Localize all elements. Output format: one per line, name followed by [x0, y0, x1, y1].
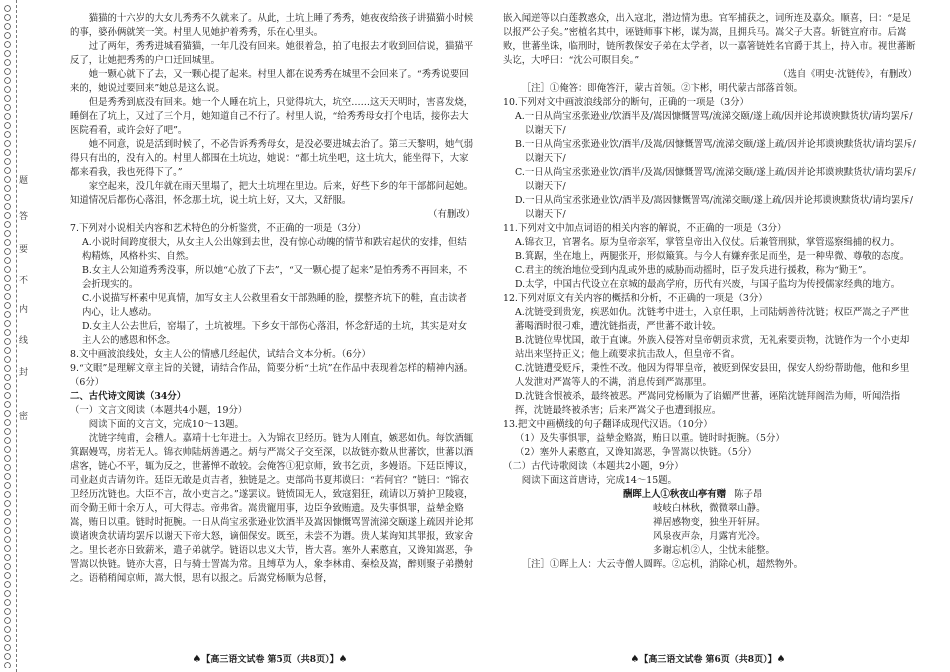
question-7: 7.下列对小说相关内容和艺术特色的分析鉴赏，不正确的一项是（3分）: [70, 223, 367, 234]
q10-option-b: B.一日从尚宝丞张逊业饮/酒半/及嵩/因慷慨詈骂/流涕交颐/遂上疏/因并论邦谟谀黩货状/请均罢斥/以谢天下/: [515, 139, 916, 164]
q7-option-c: C.小说描写杯素中见真情，加写女主人公救里看女干部熟睡的脸，摆整齐坑下的鞋，直击读者内心，让人感动。: [82, 293, 467, 318]
q12-option-b: B.沈链位卑忧国，敢于直谏。外族入侵答对皇帝朝贡求赏，无礼索要贡物，沈链作为一个小吏却站出来坚持正义；他上疏要求抗击敌人，但皇帝不省。: [515, 335, 910, 360]
spade-icon: ♠: [338, 654, 348, 665]
q7-option-b: B.女主人公知道秀秀没事，所以她“心放了下去”，“又一颗心提了起来”是怕秀秀不再回来，不会折现实的。: [82, 265, 468, 290]
spade-icon: ♠: [630, 654, 640, 665]
seal-char: 答: [18, 212, 28, 222]
story-paragraph: 猫猫的十六岁的大女儿秀秀不久就来了。从此，土坑上睡了秀秀，她夜夜给孩子讲猫猫小时候的事，婆孙俩就笑一笑。村里人见她护着秀秀，乐在心里头。: [70, 13, 474, 38]
question-8: 8.文中画波浪线处，女主人公的情感几经起伏，试结合文本分析。（6分）: [70, 349, 371, 360]
question-13: 13.把文中画横线的句子翻译成现代汉语。（10分）: [503, 419, 713, 430]
classical-passage-cont: 嵌入闻逆等以白莲教惑众，出入寇北，潜边情为患。官军捕获之，词所连及嘉众。顺喜，曰：“是足以报严公子矣。”密植名其中，诬链师事卞彬，谋为嵩，且拥兵马。嵩父子大喜。斩链宣府市。后嵩败，世蕃坐诛，临刑时，链所教保安子弟在太学者，以一嘉箸链姓名官爵于其上，持入市。视世蕃断头讫，大呼曰：“沈公可瞑目矣。”: [503, 13, 916, 66]
seal-char: 题: [18, 176, 28, 186]
page-footer: ♠【高三语文试卷 第5页（共8页）】♠: [192, 654, 348, 665]
seal-char: 线: [18, 336, 28, 346]
classical-passage: 沈链字纯甫，会稽人。嘉靖十七年进士。入为锦衣卫经历。链为人刚直，嫉恶如仇。每饮酒辄箕踞嫚骂，房若无人。锦衣帅陆炳善遇之。炳与严嵩父子交至深，以故链亦数从世蕃饮，世蕃以酒虐客，链心不平，辄为反之，世蕃惮不敢较。会俺答①犯京师，致书乞贡，多嫚语。下廷臣博议，司业赵贞吉请勿许。廷臣无敢是贞吉者，独链是之。吏部尚书夏邦谟曰：“若何官？”链曰：“锦衣卫经历沈链也。大臣不言，故小吏言之。”遂罢议。链愤国无人，致寇猖狂，疏请以万骑护卫陵寝，而令勤王师十余万人，可大得志。帝弗省。嵩贵寵用事，边臣争致贿遗。及失事惧罪，益辇金赂嵩，贿日以重。链时时扼腕。一日从尚宝丞张逊业饮酒半及嵩因慷慨骂詈流涕交颐遂上疏因并论邦谟诸谀贪状请均罢斥以谢天下帝大怒，谪佃保安。既至，未尝不为谮。贵人某询知其罪报，致家舍之。里长老亦日致薪米，遣子弟就学。链语以忠义大节，皆大喜。塞外人素憨直，又谗知嵩恶，争詈嵩以快链。链亦大喜，日与骑士詈嵩为常。且缚草为人，象李林甫、秦桧及嵩，醉则聚子弟攒射之。语稍稍闻京师，嵩大恨，思有以报之。后嵩党杨顺为总督，: [70, 433, 474, 584]
question-10: 10.下列对文中画波浪线部分的断句，正确的一项是（3分）: [503, 97, 749, 108]
story-paragraph: 过了两年，秀秀进城看猫猫，一年几没有回来。她很着急，拍了电报去才收到回信说，猫猫平反了，让她把秀秀的户口迁回城里。: [70, 41, 474, 66]
binding-strip: [0, 0, 30, 672]
poem-author: 陈子昂: [734, 489, 763, 500]
poem-line: 岐岐白林秋，微微翠山静。: [653, 503, 766, 514]
subsection-heading: （一）文言文阅读（本题共4小题，19分）: [70, 405, 248, 416]
q11-option-c: C.君主的统治地位受到内乱或外患的威胁而动摇时，臣子发兵进行援救，称为“勤王”。: [515, 265, 872, 276]
seal-line: [16, 0, 17, 672]
subsection-heading: （二）古代诗歌阅读（本题共2小题，9分）: [503, 461, 684, 472]
seal-char: 密: [18, 412, 28, 422]
q13-item-1: （1）及失事惧罪，益辇金赂嵩，贿日以重。链时时扼腕。（5分）: [515, 433, 785, 444]
story-paragraph: 她一颗心就下了去，又一颗心提了起来。村里人都在说秀秀在城里不会回来了。“秀秀说要回来的，她说过要回来”她总是这么说。: [70, 69, 469, 94]
seal-char: 要: [18, 245, 28, 255]
q12-option-a: A.沈链受到贵宠，疾恶如仇。沈链考中进士，入京任职，上司陆炳善待沈链；权臣严嵩之子严世蕃喝酒时很刁难，遭沈链指责，严世蕃不敢计较。: [515, 307, 910, 332]
spade-icon: ♠: [776, 654, 786, 665]
right-page: [503, 12, 917, 572]
page-footer: ♠【高三语文试卷 第6页（共8页）】♠: [630, 654, 786, 665]
question-11: 11.下列对文中加点词语的相关内容的解说，不正确的一项是（3分）: [503, 223, 787, 234]
spade-icon: ♠: [192, 654, 202, 665]
story-source: （有删改）: [428, 209, 475, 220]
footnotes: ［注］①俺答：即俺答汗，蒙古首领。②卞彬，明代蒙古部落首领。: [521, 83, 804, 94]
story-paragraph: 家空起来，没几年就在雨天里塌了，把大土坑埋在里边。后来，好些下乡的年干部都问起她。知道情况后都伤心落泪，怀念那土坑，说土坑上好，又大，又舒服。: [70, 181, 474, 206]
q11-option-a: A.锦衣卫，官署名。原为皇帝亲军，掌管皇帝出入仪仗。后兼管刑狱，掌管巡察缉捕的权力。: [515, 237, 900, 248]
poem-notes: ［注］①晖上人：大云寺僧人圆晖。②忘机，消除心机，超然物外。: [521, 559, 804, 570]
story-paragraph: 她不同意，说是活到时候了，不必告诉秀秀母女，是没必要进城去治了。第三天黎明，她气弱得只有出的，没有入的。村里人都围在土坑边，她说：“都土坑坐吧，这土坑大，能坐得下，大家都来看我，我也死得下了。”: [70, 139, 474, 178]
poem-title: 酬晖上人①秋夜山亭有赠 陈子昂: [623, 489, 763, 500]
left-page: [70, 12, 475, 586]
seal-char: 内: [18, 305, 28, 315]
binding-holes: [3, 4, 12, 668]
poem-line: 风泉夜声杂，月露宵光冷。: [653, 531, 766, 542]
q11-option-b: B.箕踞，坐在地上，两腿张开，形似簸箕。与今人有嫌弃张足而坐，是一种卑微、尊敬的态度。: [515, 251, 910, 262]
story-paragraph: 但是秀秀到底没有回来。她一个人睡在坑上，只觉得坑大，坑空……这天天明时，害喜发烧，睡倒在了坑上，又过了三个月，她知道自己不行了。村里人说，“给秀秀母女打个电话，接你去大医院看看，或许会好了吧”。: [70, 97, 474, 136]
seal-char: 封: [18, 368, 28, 378]
q7-option-a: A.小说时间跨度很大，从女主人公出嫁到去世，没有惊心动魄的情节和跌宕起伏的安排，但结构精炼，风格朴实、自然。: [82, 237, 467, 262]
question-12: 12.下列对原文有关内容的概括和分析，不正确的一项是（3分）: [503, 293, 768, 304]
q10-option-a: A.一日从尚宝丞张逊业/饮酒半及/嵩因慷慨詈骂/流涕交颐/遂上疏/因并论邦谟谀黩货状/请均罢斥/以谢天下/: [515, 111, 913, 136]
q12-option-d: D.沈链含恨被杀，最终被恶。严嵩同党杨顺为了谄媚严世蕃，诬陷沈链拜阁浩为师，听闻浩指挥，沈链最终被杀害；后来严嵩父子也遭到报应。: [515, 391, 901, 416]
q13-item-2: （2）塞外人素憨直，又谗知嵩恶，争詈嵩以快链。（5分）: [515, 447, 757, 458]
classical-source: （选自《明史·沈链传》，有删改）: [778, 69, 917, 80]
poem-line: 多谢忘机②人，尘忧未能整。: [653, 545, 775, 556]
q10-option-c: C.一日从尚宝丞张逊业饮/酒半/及嵩/因慷慨詈骂/流涕交颐/遂上疏/因并论邦谟谀黩货状/请均罢斥/以谢天下/: [515, 167, 916, 192]
poem-instruction: 阅读下面这首唐诗，完成14～15题。: [521, 475, 677, 486]
q7-option-d: D.女主人公去世后，窑塌了，土坑被埋。下乡女干部伤心落泪，怀念舒适的土坑，其实是对女主人公的感恩和怀念。: [82, 321, 468, 346]
q12-option-c: C.沈链遭受贬斥，秉性不改。他因为得罪皇帝，被贬到保安县田，保安人纷纷帮助他，他和乡里人发泄对严嵩等人的不满，消息传到严嵩那里。: [515, 363, 910, 388]
question-9: 9.“文眼”是理解文章主旨的关键，请结合作品，简要分析“土坑”在作品中表现着怎样的精神内涵。（6分）: [70, 363, 474, 388]
poem-line: 禅居感物变，独坐开轩屏。: [653, 517, 766, 528]
q11-option-d: D.太学，中国古代设立在京城的最高学府，历代有兴废，与国子监均为传授儒家经典的地方。: [515, 279, 901, 290]
section-heading: 二、古代诗文阅读（34分）: [70, 391, 187, 402]
q10-option-d: D.一日从尚宝丞张逊业饮/酒半及/嵩因慷慨詈骂/流涕交颐/遂上疏/因并论邦谟谀黩货状/请均罢斥/以谢天下/: [515, 195, 913, 220]
seal-char: 不: [18, 276, 28, 286]
reading-instruction: 阅读下面的文言文，完成10～13题。: [88, 419, 244, 430]
